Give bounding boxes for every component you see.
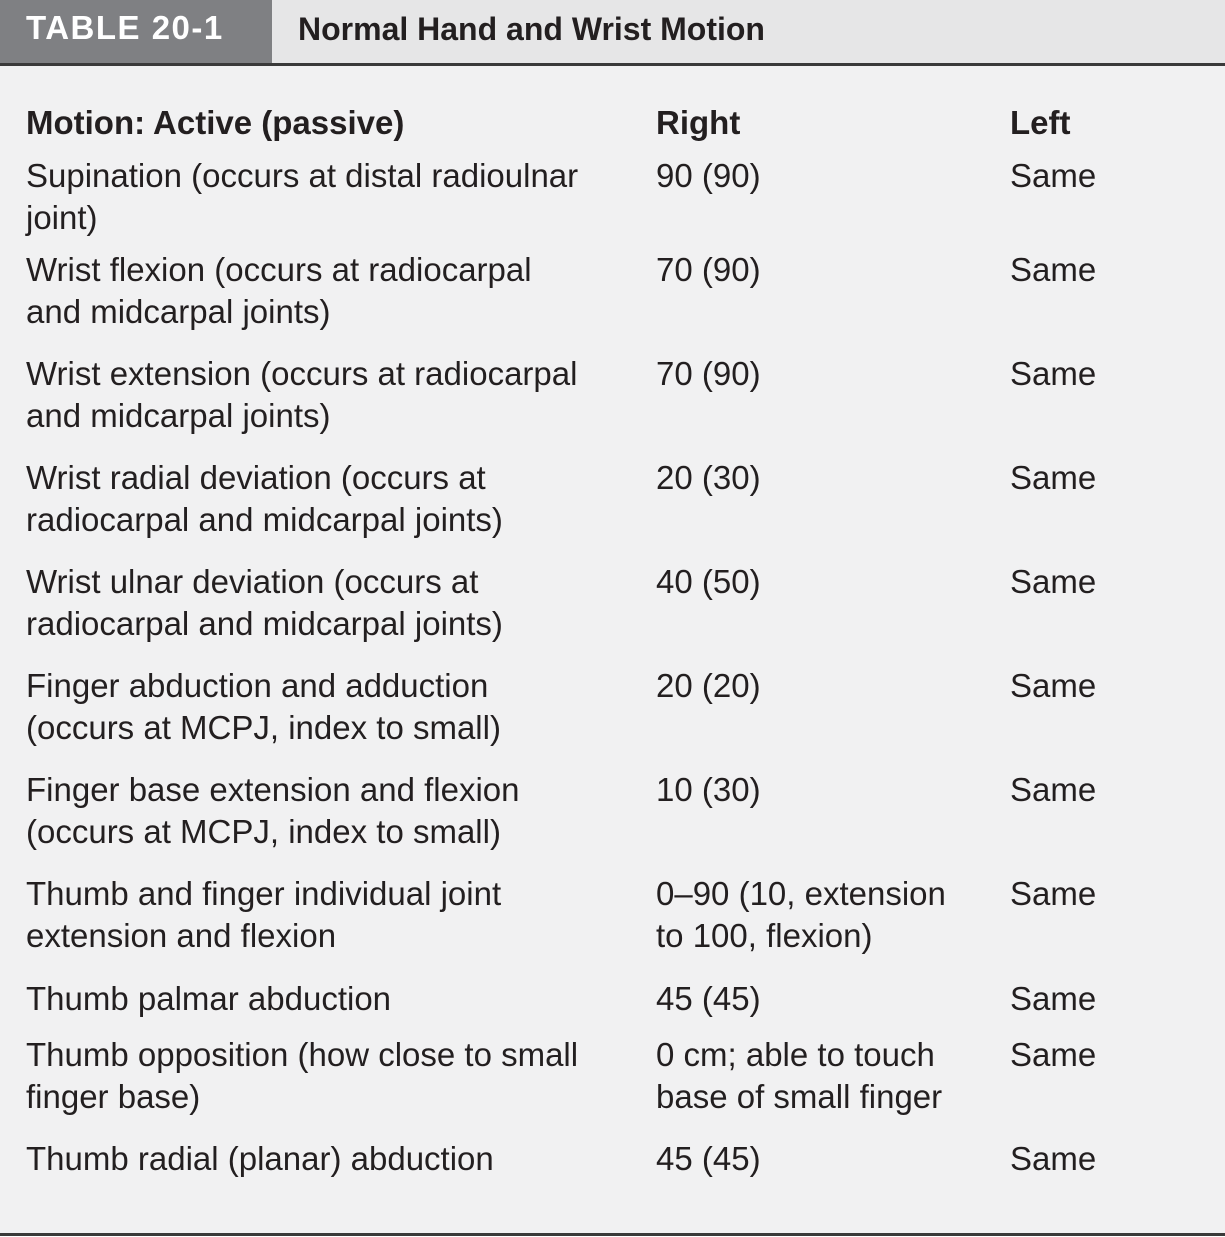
motion-cell-line: (occurs at MCPJ, index to small) <box>26 812 501 850</box>
motion-cell-line: (occurs at MCPJ, index to small) <box>26 708 501 746</box>
right-value-cell-line: 70 (90) <box>656 251 761 288</box>
table-title: Normal Hand and Wrist Motion <box>298 11 765 47</box>
motion-cell-line: Wrist flexion (occurs at radiocarpal <box>26 251 532 288</box>
column-header-motion: Motion: Active (passive) <box>26 104 405 141</box>
right-value-cell-line: 0 cm; able to touch <box>656 1036 935 1073</box>
left-value-cell: Same <box>1010 980 1097 1017</box>
right-value-cell-line: to 100, flexion) <box>656 916 873 954</box>
motion-cell-line: radiocarpal and midcarpal joints) <box>26 604 503 642</box>
right-value-cell-line: 10 (30) <box>656 771 761 808</box>
motion-cell-line: Wrist extension (occurs at radiocarpal <box>26 355 578 392</box>
motion-cell-line: finger base) <box>26 1077 201 1115</box>
left-value-cell: Same <box>1010 563 1097 600</box>
column-header-right: Right <box>656 104 741 141</box>
right-value-cell-line: 45 (45) <box>656 1140 761 1177</box>
right-value-cell <box>656 155 986 197</box>
right-value-cell <box>656 1138 986 1180</box>
right-value-cell <box>656 457 986 499</box>
motion-cell-line: Thumb palmar abduction <box>26 980 392 1017</box>
left-value-cell: Same <box>1010 667 1097 704</box>
motion-cell-line: Thumb and finger individual joint <box>26 875 502 912</box>
right-value-cell-line: base of small finger <box>656 1077 943 1115</box>
motion-cell <box>26 249 626 332</box>
motion-cell <box>26 1138 626 1180</box>
right-value-cell <box>656 978 986 1020</box>
left-value-cell: Same <box>1010 1140 1097 1177</box>
motion-cell-line: Thumb radial (planar) abduction <box>26 1140 494 1177</box>
bottom-rule <box>0 1233 1225 1236</box>
motion-cell <box>26 457 626 540</box>
right-value-cell-line: 45 (45) <box>656 980 761 1017</box>
left-value-cell: Same <box>1010 355 1097 392</box>
motion-cell-line: extension and flexion <box>26 916 337 954</box>
right-value-cell <box>656 1034 986 1117</box>
left-value-cell: Same <box>1010 459 1097 496</box>
motion-cell-line: and midcarpal joints) <box>26 396 331 434</box>
motion-cell-line: Wrist ulnar deviation (occurs at <box>26 563 479 600</box>
column-header-left: Left <box>1010 104 1071 141</box>
right-value-cell <box>656 353 986 395</box>
right-value-cell-line: 70 (90) <box>656 355 761 392</box>
right-value-cell-line: 40 (50) <box>656 563 761 600</box>
right-value-cell <box>656 561 986 603</box>
right-value-cell <box>656 249 986 291</box>
right-value-cell <box>656 665 986 707</box>
motion-cell-line: Finger abduction and adduction <box>26 667 489 704</box>
motion-cell <box>26 978 626 1020</box>
motion-cell <box>26 1034 626 1117</box>
motion-cell <box>26 561 626 644</box>
table-number-box <box>0 0 272 64</box>
motion-cell <box>26 873 626 956</box>
motion-cell <box>26 155 626 238</box>
motion-cell-line: Finger base extension and flexion <box>26 771 520 808</box>
motion-cell-line: Supination (occurs at distal radioulnar <box>26 157 579 194</box>
right-value-cell-line: 0–90 (10, extension <box>656 875 946 912</box>
motion-cell-line: and midcarpal joints) <box>26 292 331 330</box>
motion-cell-line: Thumb opposition (how close to small <box>26 1036 579 1073</box>
table-header-bar <box>0 0 1225 64</box>
left-value-cell: Same <box>1010 157 1097 194</box>
left-value-cell: Same <box>1010 251 1097 288</box>
motion-cell <box>26 665 626 748</box>
left-value-cell: Same <box>1010 771 1097 808</box>
right-value-cell-line: 90 (90) <box>656 157 761 194</box>
right-value-cell <box>656 769 986 811</box>
motion-cell-line: Wrist radial deviation (occurs at <box>26 459 486 496</box>
left-value-cell: Same <box>1010 1036 1097 1073</box>
right-value-cell-line: 20 (30) <box>656 459 761 496</box>
left-value-cell: Same <box>1010 875 1097 912</box>
motion-cell <box>26 769 626 852</box>
right-value-cell <box>656 873 986 956</box>
motion-cell-line: radiocarpal and midcarpal joints) <box>26 500 503 538</box>
table-number: TABLE 20-1 <box>26 9 224 46</box>
motion-cell <box>26 353 626 436</box>
right-value-cell-line: 20 (20) <box>656 667 761 704</box>
motion-cell-line: joint) <box>26 198 98 236</box>
